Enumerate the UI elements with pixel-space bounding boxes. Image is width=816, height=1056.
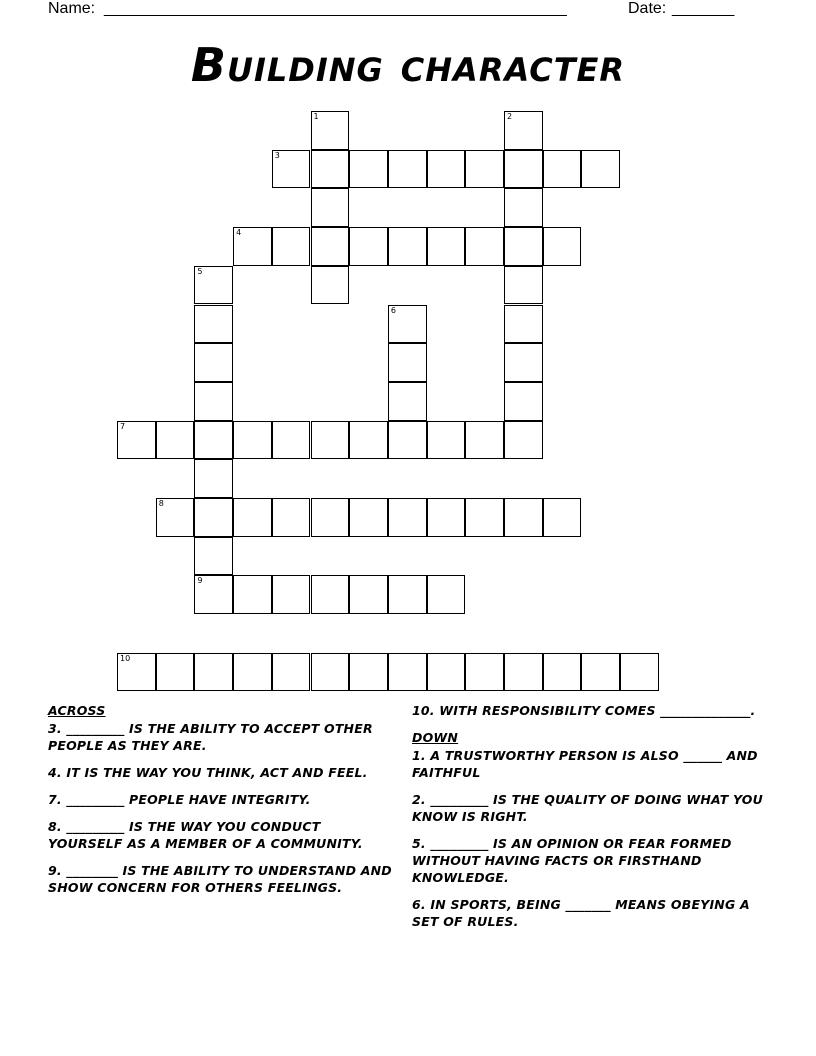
crossword-cell[interactable]	[311, 653, 350, 692]
crossword-cell[interactable]	[504, 227, 543, 266]
crossword-cell[interactable]	[311, 421, 350, 460]
crossword-cell[interactable]	[156, 653, 195, 692]
crossword-cell[interactable]	[156, 498, 195, 537]
crossword-cell[interactable]	[427, 227, 466, 266]
crossword-cell[interactable]	[388, 382, 427, 421]
page-title: Building character	[190, 38, 626, 92]
crossword-cell[interactable]	[194, 537, 233, 576]
across-clue-8: 8. _________ IS THE WAY YOU CONDUCT YOURSELF AS A MEMBER OF A COMMUNITY.	[48, 819, 363, 851]
crossword-cell[interactable]	[194, 305, 233, 344]
crossword-cell[interactable]	[117, 653, 156, 692]
crossword-cell[interactable]	[465, 150, 504, 189]
crossword-cell[interactable]	[543, 150, 582, 189]
crossword-cell[interactable]	[465, 227, 504, 266]
crossword-cell[interactable]	[388, 421, 427, 460]
crossword-cell[interactable]	[272, 227, 311, 266]
crossword-cell[interactable]	[349, 653, 388, 692]
clue-number: 8	[158, 499, 164, 508]
crossword-cell[interactable]	[388, 575, 427, 614]
across-clue-7: 7. _________ PEOPLE HAVE INTEGRITY.	[48, 792, 311, 807]
clue-number: 5	[197, 266, 203, 276]
crossword-cell[interactable]	[233, 653, 272, 692]
crossword-cell[interactable]	[427, 498, 466, 537]
crossword-cell[interactable]	[504, 653, 543, 692]
crossword-cell[interactable]	[194, 498, 233, 537]
crossword-cell[interactable]	[388, 653, 427, 692]
crossword-cell[interactable]	[427, 575, 466, 614]
crossword-cell[interactable]	[543, 653, 582, 692]
crossword-cell[interactable]	[543, 498, 582, 537]
crossword-cell[interactable]	[620, 653, 659, 692]
crossword-cell[interactable]	[388, 150, 427, 189]
crossword-cell[interactable]	[311, 188, 350, 227]
crossword-cell[interactable]	[543, 227, 582, 266]
crossword-cell[interactable]	[504, 498, 543, 537]
across-clue-4: 4. IT IS THE WAY YOU THINK, ACT AND FEEL.	[48, 765, 368, 780]
crossword-cell[interactable]	[311, 266, 350, 305]
down-heading: DOWN	[412, 730, 459, 745]
clue-number: 6	[390, 305, 396, 315]
clues-right-column	[412, 702, 777, 940]
crossword-cell[interactable]	[117, 421, 156, 460]
date-blank[interactable]: _______	[672, 0, 735, 17]
crossword-cell[interactable]	[311, 575, 350, 614]
crossword-cell[interactable]	[194, 653, 233, 692]
crossword-cell[interactable]	[272, 653, 311, 692]
crossword-cell[interactable]	[388, 343, 427, 382]
crossword-cell[interactable]	[504, 266, 543, 305]
clue-number: 10	[120, 653, 131, 663]
clue-number: 2	[507, 112, 513, 121]
crossword-cell[interactable]	[233, 498, 272, 537]
crossword-cell[interactable]	[311, 111, 350, 150]
crossword-cell[interactable]	[427, 150, 466, 189]
date-label: Date:	[628, 0, 667, 17]
crossword-cell[interactable]	[194, 382, 233, 421]
crossword-cell[interactable]	[465, 653, 504, 692]
across-clue-10: 10. WITH RESPONSIBILITY COMES ______________.	[412, 703, 756, 718]
crossword-cell[interactable]	[272, 150, 311, 189]
down-clue-6: 6. IN SPORTS, BEING _______ MEANS OBEYING A SET OF RULES.	[412, 897, 750, 929]
crossword-cell[interactable]	[233, 227, 272, 266]
crossword-cell[interactable]	[233, 421, 272, 460]
crossword-cell[interactable]	[504, 421, 543, 460]
crossword-cell[interactable]	[504, 382, 543, 421]
crossword-cell[interactable]	[465, 498, 504, 537]
crossword-cell[interactable]	[349, 421, 388, 460]
crossword-cell[interactable]	[272, 421, 311, 460]
crossword-cell[interactable]	[388, 305, 427, 344]
crossword-cell[interactable]	[194, 575, 233, 614]
down-clue-5: 5. _________ IS AN OPINION OR FEAR FORMED WITHOUT HAVING FACTS OR FIRSTHAND KNOWLEDGE.	[412, 836, 732, 885]
crossword-cell[interactable]	[311, 150, 350, 189]
across-heading: ACROSS	[48, 703, 106, 718]
clue-number: 1	[313, 112, 319, 121]
crossword-cell[interactable]	[194, 421, 233, 460]
clue-number: 4	[236, 228, 242, 238]
crossword-cell[interactable]	[349, 575, 388, 614]
clue-number: 7	[120, 421, 126, 431]
crossword-cell[interactable]	[504, 305, 543, 344]
crossword-cell[interactable]	[504, 188, 543, 227]
down-clue-2: 2. _________ IS THE QUALITY OF DOING WHAT YOU KNOW IS RIGHT.	[412, 792, 763, 824]
name-label: Name:	[48, 0, 96, 17]
crossword-cell[interactable]	[311, 498, 350, 537]
down-clue-1: 1. A TRUSTWORTHY PERSON IS ALSO ______ AND FAITHFUL	[412, 748, 758, 780]
crossword-cell[interactable]	[504, 343, 543, 382]
crossword-cell[interactable]	[233, 575, 272, 614]
crossword-cell[interactable]	[388, 227, 427, 266]
crossword-cell[interactable]	[194, 459, 233, 498]
crossword-cell[interactable]	[156, 421, 195, 460]
crossword-cell[interactable]	[194, 266, 233, 305]
crossword-cell[interactable]	[272, 575, 311, 614]
crossword-cell[interactable]	[581, 653, 620, 692]
clues-left-column	[48, 702, 393, 906]
crossword-cell[interactable]	[311, 227, 350, 266]
crossword-cell[interactable]	[581, 150, 620, 189]
clue-number: 3	[274, 150, 280, 160]
crossword-cell[interactable]	[194, 343, 233, 382]
crossword-cell[interactable]	[504, 150, 543, 189]
crossword-cell[interactable]	[427, 653, 466, 692]
name-blank[interactable]: ____________________________________________________	[104, 0, 567, 17]
crossword-cell[interactable]	[465, 421, 504, 460]
crossword-cell[interactable]	[349, 498, 388, 537]
clue-number: 9	[197, 576, 203, 586]
crossword-cell[interactable]	[349, 150, 388, 189]
across-clue-9: 9. ________ IS THE ABILITY TO UNDERSTAND AND SHOW CONCERN FOR OTHERS FEELINGS.	[48, 863, 392, 895]
across-clue-3: 3. _________ IS THE ABILITY TO ACCEPT OTHER PEOPLE AS THEY ARE.	[48, 721, 373, 753]
crossword-cell[interactable]	[349, 227, 388, 266]
crossword-cell[interactable]	[388, 498, 427, 537]
crossword-cell[interactable]	[504, 111, 543, 150]
crossword-cell[interactable]	[272, 498, 311, 537]
crossword-cell[interactable]	[427, 421, 466, 460]
